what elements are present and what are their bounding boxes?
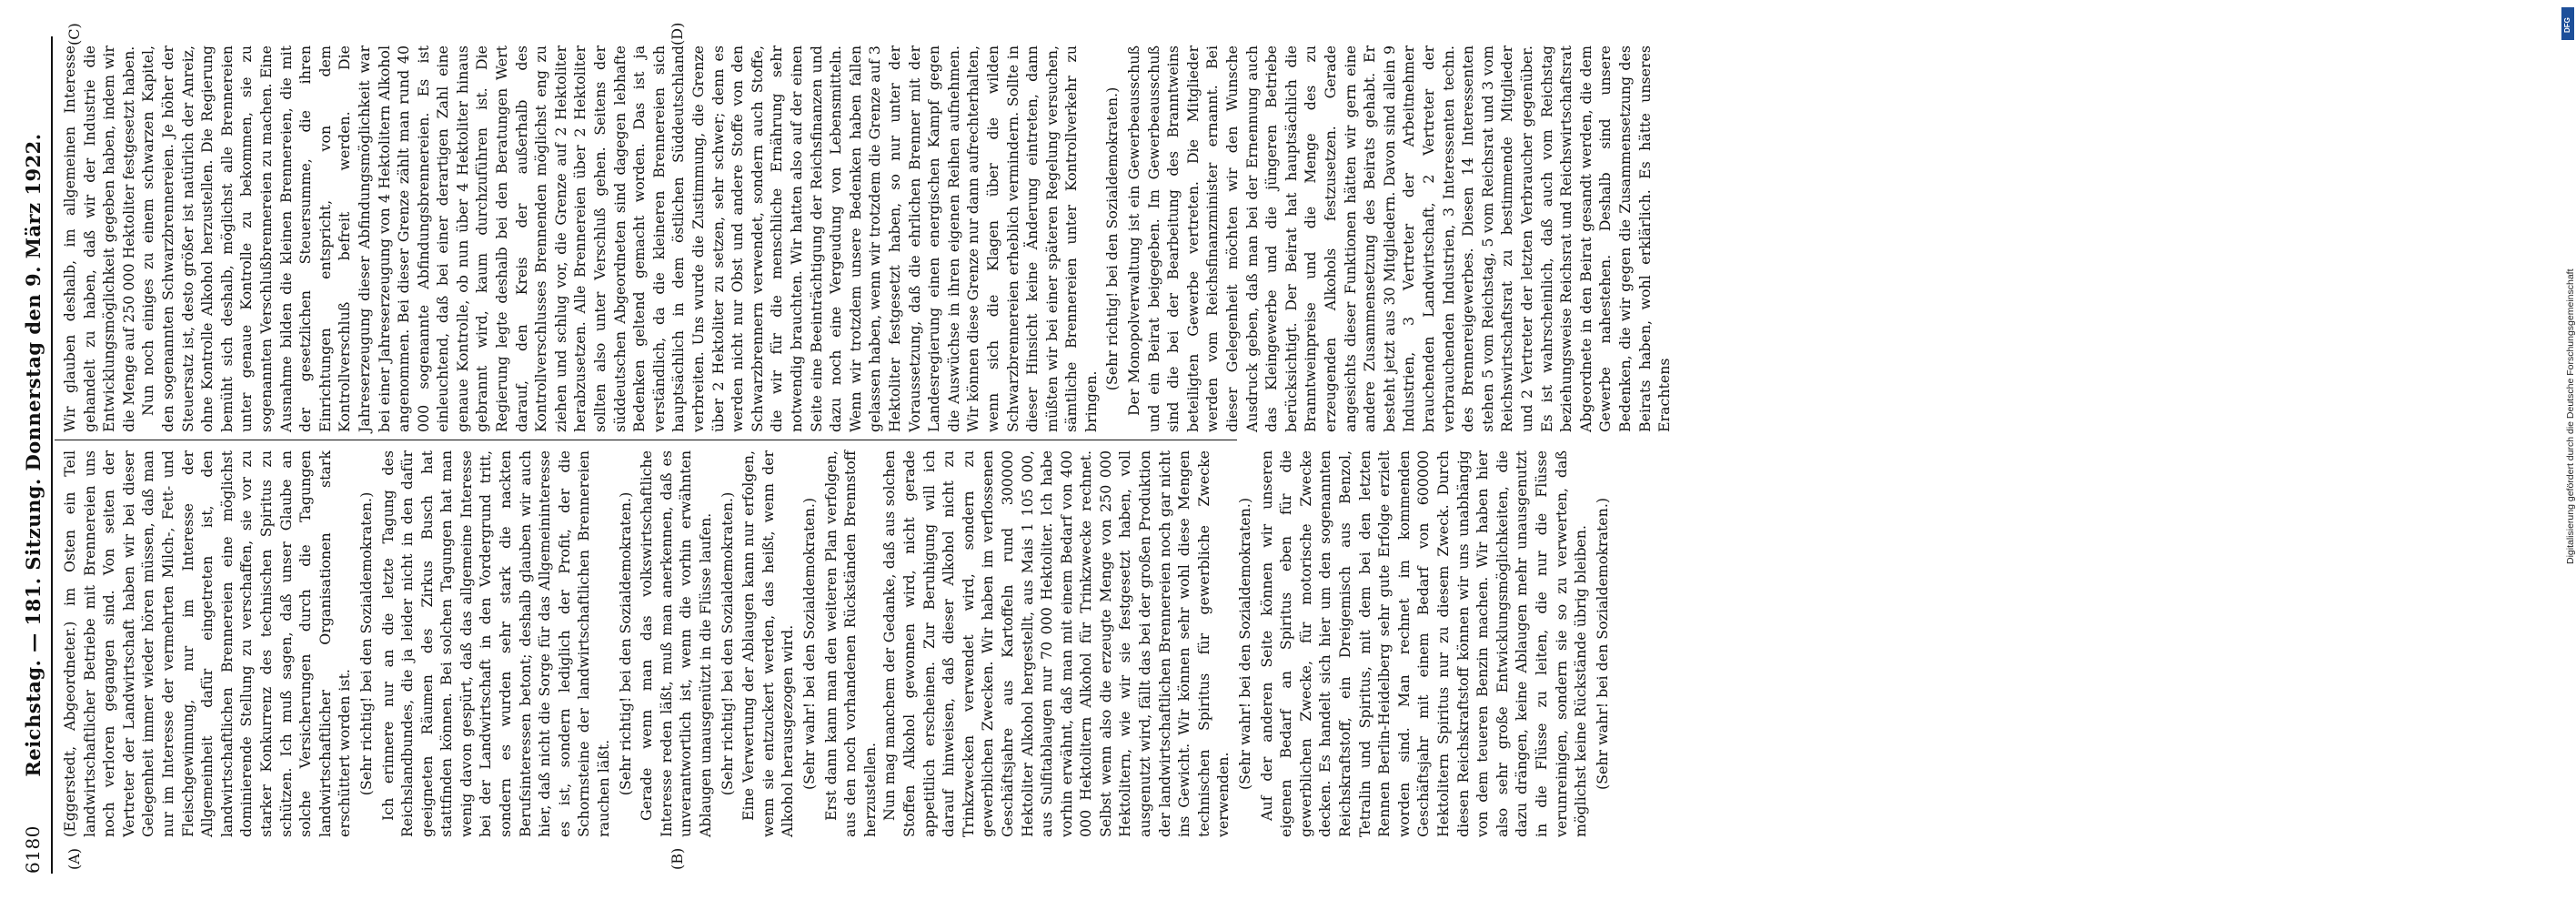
page-header [16, 36, 53, 874]
left-text-column [60, 450, 1614, 837]
margin-mark-c: (C) [65, 23, 83, 46]
paragraph: (Eggerstedt, Abgeordneter.) im Osten ein Teil landwirtschaftlicher Betriebe mit Brennereien uns noch verloren gegangen sind. Von seiten der Vertreter der Landwirtschaft haben wir bei dieser Gelegenheit immer wieder hören müssen, daß man nur im Interesse der vermehrten Milch-, Fett- und Fleischgewinnung, nur im Interesse der Allgemeinheit dafür eingetreten ist, den landwirtschaftlichen Brennereien eine möglichst dominierende Stellung zu verschaffen, sie vor zu starker Konkurrenz des technischen Spiritus zu schützen. Ich muß sagen, daß unser Glaube an solche Versicherungen durch die Tagungen landwirtschaftlicher Organisationen stark erschüttert worden ist. [61, 450, 354, 837]
interjection: (Sehr wahr! bei den Sozialdemokraten.) [1593, 497, 1611, 791]
paragraph: Auf der anderen Seite können wir unseren eigenen Bedarf an Spiritus eben für die gewerblichen Zwecke, für motorische Zwecke decken. Es handelt sich hier um den sogenannten Reichskraftstoff, ein Dreigemisch aus Benzol, Tetralin und Spiritus, mit dem bei den letzten Rennen Berlin-Heidelberg sehr gute Erfolge erzielt worden sind. Man rechnet im kommenden Geschäftsjahr mit einem Bedarf von 600000 Hektolitern Spiritus nur zu diesem Zweck. Durch diesen Reichskraftstoff können wir uns unabhängig von dem teueren Benzin machen. Wir haben hier also sehr große Entwicklungsmöglichkeiten, die dazu drängen, keine Ablaugen mehr unausgenutzt in die Flüsse zu leiten, die nur die Flüsse verunreinigen, sondern sie so zu verwerten, daß möglichst keine Rückstände übrig bleiben. [1257, 450, 1590, 837]
margin-mark-a: (A) [65, 847, 83, 870]
interjection: (Sehr richtig! bei den Sozialdemokraten.) [1103, 86, 1122, 391]
header-rule [51, 36, 53, 874]
interjection: (Sehr wahr! bei den Sozialdemokraten.) [1236, 497, 1254, 791]
margin-mark-b: (B) [669, 847, 686, 870]
page-title: Reichstag. — 181. Sitzung. Donnerstag den 9. März 1922. [22, 133, 45, 777]
paragraph: Der Monopolverwaltung ist ein Gewerbeausschuß und ein Beirat beigegeben. Im Gewerbeausschuß sind die bei der Bearbeitung des Branntweins beteiligten Gewerbe vertreten. Die Mitglieder werden vom Reichsfinanzminister ernannt. Bei dieser Gelegenheit möchten wir den Wunsche Ausdruck geben, daß man bei der Ernennung auch das Kleingewerbe und die jüngeren Betriebe berücksichtigt. Der Beirat hat hauptsächlich die Branntweinpreise und die Menge des zu erzeugenden Alkohols festzusetzen. Gerade angesichts dieser Funktionen hätten wir gern eine andere Zusammensetzung des Beirats gehabt. Er besteht jetzt aus 30 Mitgliedern. Davon sind allein 9 Industrien, 3 Vertreter der Arbeitnehmer brauchenden Landwirtschaft, 2 Vertreter der verbrauchenden Industrien, 3 Interessenten techn. des Brennereigewerbes. Diesen 14 Interessenten stehen 5 vom Reichstag, 5 vom Reichsrat und 3 vom Reichswirtschaftsrat zu bestimmende Mitglieder und 2 Vertreter der letzten Verbraucher gegenüber. Es ist wahrscheinlich, daß auch vom Reichstag beziehungsweise Reichsrat und Reichswirtschaftsrat Abgeordnete in den Beirat gesandt werden, die dem Gewerbe nahestehen. Deshalb sind unsere Bedenken, die wir gegen die Zusammensetzung des Beirats haben, wohl erklärlich. Es hätte unseres Erachtens [1125, 46, 1674, 432]
paragraph: Nun noch einiges zu einem schwarzen Kapitel, den sogenannten Schwarzbrennereien. Je höher der Steuersatz ist, desto größer ist natürlich der Anreiz, ohne Kontrolle Alkohol herzustellen. Die Regierung bemüht sich deshalb, möglichst alle Brennereien unter genaue Kontrolle zu bekommen, sie zu sogenannten Verschlußbrennereien zu machen. Eine Ausnahme bilden die kleinen Brennereien, die mit der gesetzlichen Steuersumme, die ihren Einrichtungen entspricht, von dem Kontrollverschluß befreit werden. Die Jahreserzeugung dieser Abfindungsmöglichkeit war bei einer Jahreserzeugung von 4 Hektolitern Alkohol angenommen. Bei dieser Grenze zählt man rund 40 000 sogenannte Abfindungsbrennereien. Es ist einleuchtend, daß bei einer derartigen Zahl eine genaue Kontrolle, ob nun über 4 Hektoliter hinaus gebrannt wird, kaum durchzuführen ist. Die Regierung legte deshalb bei den Beratungen Wert darauf, den Kreis der außerhalb des Kontrollverschlusses Brennenden möglichst eng zu ziehen und schlug vor, die Grenze auf 2 Hektoliter herabzusetzen. Alle Brennereien über 2 Hektoliter sollten also unter Verschluß gehen. Seitens der süddeutschen Abgeordneten sind dagegen lebhafte Bedenken geltend gemacht worden. Das ist ja verständlich, da die kleineren Brennereien sich hauptsächlich in dem östlichen Süddeutschland verbreiten. Uns wurde die Zustimmung, die Grenze über 2 Hektoliter zu setzen, sehr schwer; denn es werden nicht nur Obst und andere Stoffe von den Schwarzbrennern verwendet, sondern auch Stoffe, die wir für die menschliche Ernährung sehr notwendig brauchten. Wir hatten also auf der einen Seite eine Beeinträchtigung der Reichsfinanzen und dazu noch eine Vergeudung von Lebensmitteln. Wenn wir trotzdem unsere Bedenken haben fallen gelassen haben, wenn wir trotzdem die Grenze auf 3 Hektoliter festgesetzt haben, so nur unter der Voraussetzung, daß die ehrlichen Brenner mit der Landesregierung einen energischen Kampf gegen die Auswüchse in ihren eigenen Reihen aufnehmen. Wir können diese Grenze nur dann aufrechterhalten, wenn sich die Klagen über die wilden Schwarzbrennereien erheblich vermindern. Sollte in dieser Hinsicht keine Änderung eintreten, dann müßten wir bei einer späteren Regelung versuchen, sämtliche Brennereien unter Kontrollverkehr zu bringen. [139, 46, 1100, 432]
interjection: (Sehr wahr! bei den Sozialdemokraten.) [800, 497, 818, 791]
paragraph: Eine Verwertung der Ablaugen kann nur erfolgen, wenn sie entzuckert werden, das heißt, wenn der Alkohol herausgezogen wird. [740, 450, 797, 837]
paragraph: Ich erinnere nur an die letzte Tagung des Reichslandbundes, die ja leider nicht in den dafür geeigneten Räumen des Zirkus Busch hat stattfinden können. Bei solchen Tagungen hat man wenig davon gespürt, daß das allgemeine Interesse bei der Landwirtschaft in den Vordergrund tritt, sondern es wurden sehr stark die nackten Berufsinteressen betont; deshalb glauben wir auch hier, daß nicht die Sorge für das Allgemeininteresse es ist, sondern lediglich der Profit, der die Schornsteine der landwirtschaftlichen Brennereien rauchen läßt. [378, 450, 613, 837]
paragraph: Erst dann kann man den weiteren Plan verfolgen, aus den noch vorhandenen Rückständen Brennstoff herzustellen. [821, 450, 879, 837]
paragraph: Nun mag manchem der Gedanke, daß aus solchen Stoffen Alkohol gewonnen wird, nicht gerade appetitlich erscheinen. Zur Beruhigung will ich darauf hinweisen, daß dieser Alkohol nicht zu Trinkzwecken verwendet wird, sondern zu gewerblichen Zwecken. Wir haben im verflossenen Geschäftsjahre aus Kartoffeln rund 300000 Hektoliter Alkohol hergestellt, aus Mais 1 105 000, aus Sulfitablaugen nur 70 000 Hektoliter. Ich habe vorhin erwähnt, daß man mit einem Bedarf von 400 000 Hektolitern Alkohol für Trinkzwecke rechnet. Selbst wenn also die erzeugte Menge von 250 000 Hektolitern, wie wir sie festgesetzt haben, voll ausgenutzt wird, fällt das bei der großen Produktion der landwirtschaftlichen Brennereien noch gar nicht ins Gewicht. Wir können sehr wohl diese Mengen technischen Spiritus für gewerbliche Zwecke verwenden. [880, 450, 1233, 837]
dfg-logo: DFG [2561, 7, 2574, 40]
interjection: (Sehr richtig! bei den Sozialdemokraten.) [357, 491, 375, 796]
digitization-note: Digitalisierung gefördert durch die Deutsche Forschungsgemeinschaft [2565, 268, 2576, 564]
paragraph: Gerade wenn man das volkswirtschaftliche Interesse reden läßt, muß man anerkennen, daß es unverantwortlich ist, wenn die vorhin erwähnten Ablaugen unausgenützt in die Flüsse laufen. [638, 450, 714, 837]
interjection: (Sehr richtig! bei den Sozialdemokraten.) [616, 491, 634, 796]
paragraph: Wir glauben deshalb, im allgemeinen Interesse gehandelt zu haben, daß wir der Industrie die Entwicklungsmöglichkeit gegeben haben, indem wir die Menge auf 250 000 Hektoliter festgesetzt haben. [61, 46, 137, 432]
right-text-column [60, 46, 1675, 432]
interjection: (Sehr richtig! bei den Sozialdemokraten.) [718, 491, 736, 796]
page-number: 6180 [22, 825, 44, 874]
margin-mark-d: (D) [669, 22, 686, 46]
